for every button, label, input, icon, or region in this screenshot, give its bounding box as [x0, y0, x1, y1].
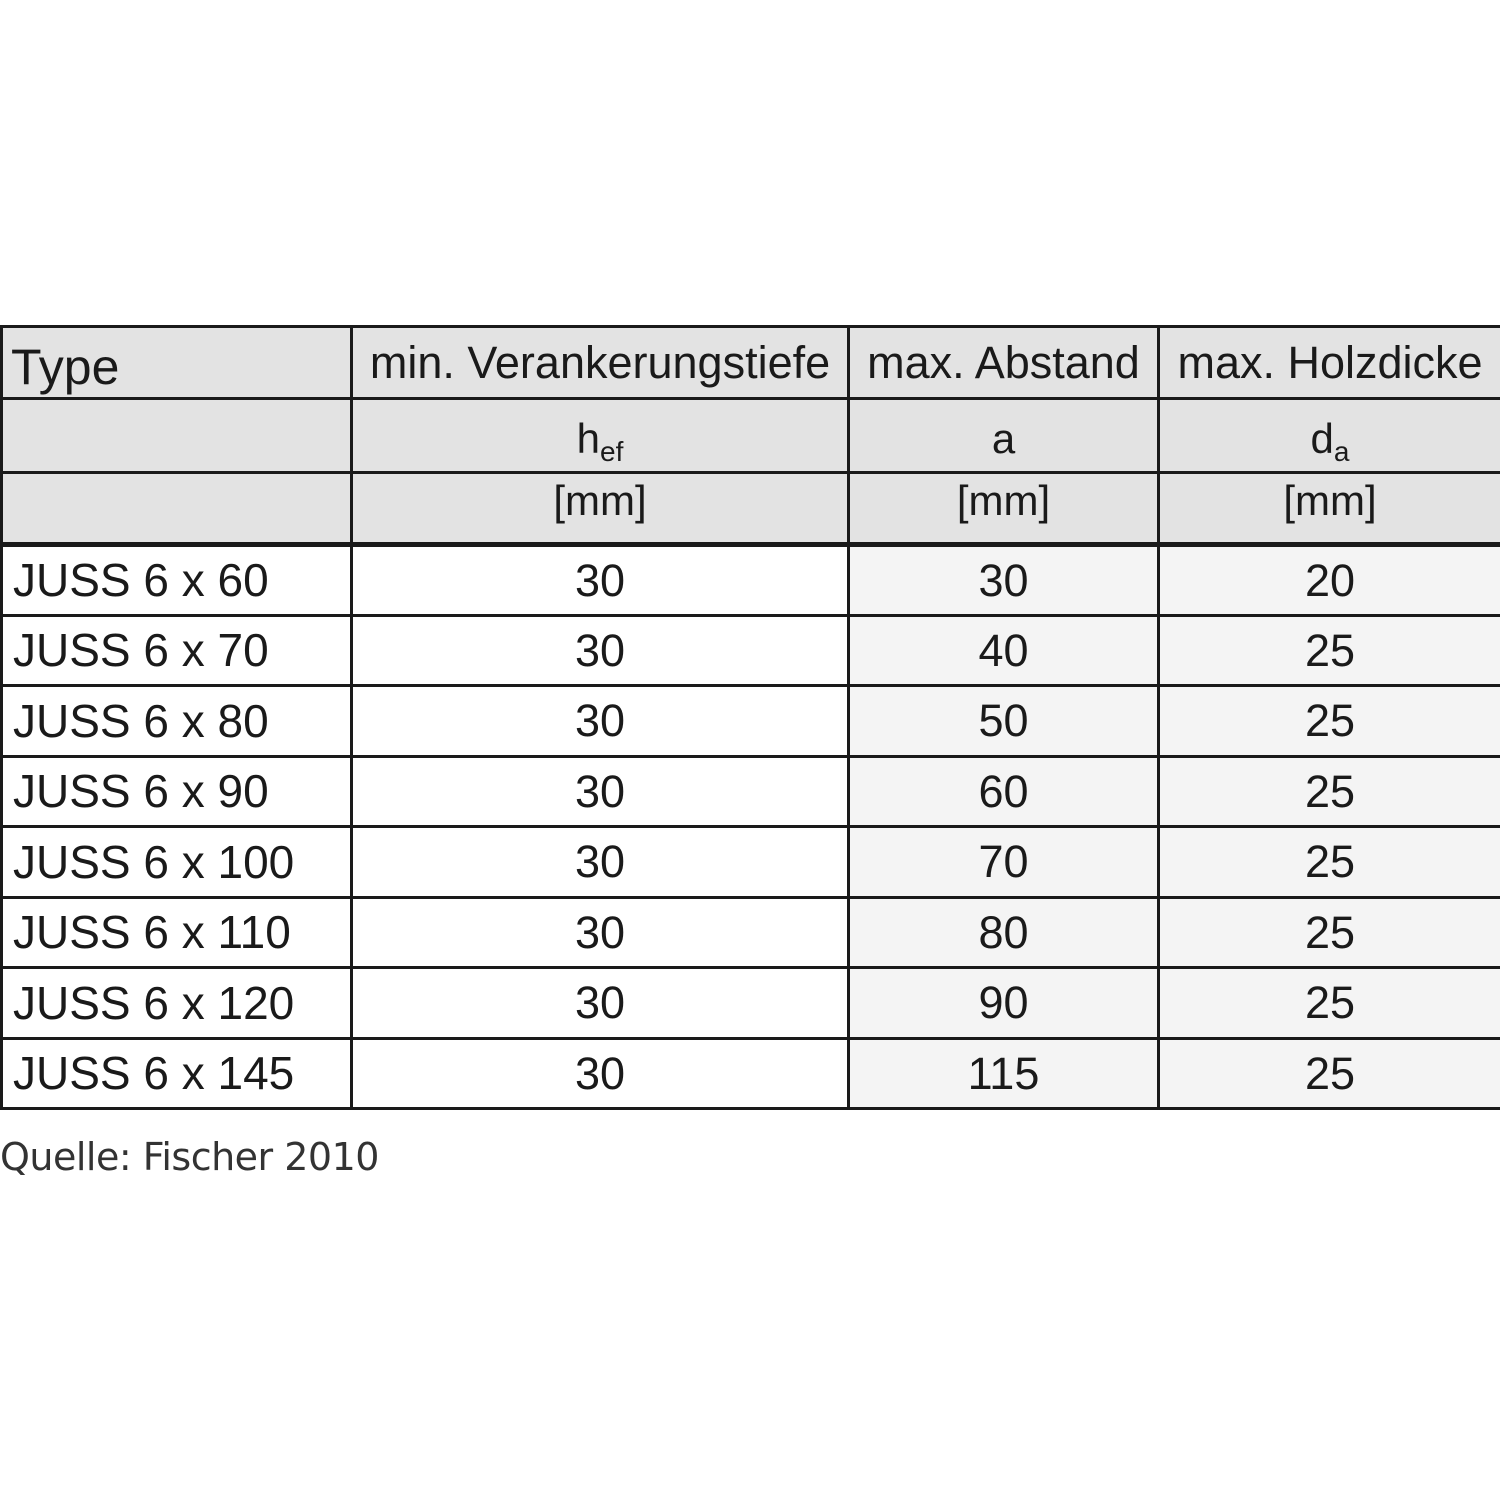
cell-a: 90	[849, 968, 1159, 1039]
cell-a: 40	[849, 615, 1159, 686]
cell-da: 25	[1159, 897, 1500, 968]
cell-da: 20	[1159, 545, 1500, 616]
header-symbol-row	[2, 399, 1500, 473]
unit-da: [mm]	[1159, 473, 1500, 545]
cell-a: 50	[849, 686, 1159, 757]
table-row	[2, 1038, 1500, 1109]
cell-hef: 30	[352, 968, 849, 1039]
cell-type: JUSS 6 x 100	[2, 827, 352, 898]
cell-hef: 30	[352, 615, 849, 686]
header-symbol-empty	[2, 399, 352, 473]
cell-a: 70	[849, 827, 1159, 898]
cell-da: 25	[1159, 756, 1500, 827]
unit-hef: [mm]	[352, 473, 849, 545]
header-holzdicke: max. Holzdicke	[1159, 327, 1500, 399]
cell-type: JUSS 6 x 90	[2, 756, 352, 827]
cell-hef: 30	[352, 827, 849, 898]
header-verankerungstiefe: min. Verankerungstiefe	[352, 327, 849, 399]
cell-a: 80	[849, 897, 1159, 968]
cell-da: 25	[1159, 827, 1500, 898]
cell-type: JUSS 6 x 60	[2, 545, 352, 616]
table-row	[2, 545, 1500, 616]
cell-a: 115	[849, 1038, 1159, 1109]
cell-hef: 30	[352, 545, 849, 616]
cell-da: 25	[1159, 686, 1500, 757]
cell-hef: 30	[352, 686, 849, 757]
header-unit-empty	[2, 473, 352, 545]
cell-hef: 30	[352, 1038, 849, 1109]
table-row	[2, 686, 1500, 757]
cell-hef: 30	[352, 897, 849, 968]
table-header	[2, 327, 1500, 545]
cell-hef: 30	[352, 756, 849, 827]
unit-a: [mm]	[849, 473, 1159, 545]
table-row	[2, 968, 1500, 1039]
table-row	[2, 827, 1500, 898]
cell-type: JUSS 6 x 110	[2, 897, 352, 968]
table-row	[2, 897, 1500, 968]
header-abstand: max. Abstand	[849, 327, 1159, 399]
cell-a: 60	[849, 756, 1159, 827]
cell-type: JUSS 6 x 70	[2, 615, 352, 686]
spec-table	[0, 325, 1500, 1110]
header-unit-row	[2, 473, 1500, 545]
cell-da: 25	[1159, 968, 1500, 1039]
cell-type: JUSS 6 x 145	[2, 1038, 352, 1109]
header-title-row	[2, 327, 1500, 399]
header-type: Type	[2, 327, 352, 399]
cell-type: JUSS 6 x 80	[2, 686, 352, 757]
source-caption: Quelle: Fischer 2010	[0, 1135, 379, 1179]
cell-a: 30	[849, 545, 1159, 616]
symbol-da: $d_a$	[1159, 399, 1500, 473]
cell-da: 25	[1159, 615, 1500, 686]
table-row	[2, 615, 1500, 686]
symbol-a: a	[849, 399, 1159, 473]
cell-type: JUSS 6 x 120	[2, 968, 352, 1039]
table-body	[2, 545, 1500, 1109]
symbol-hef: $h_{ef}$	[352, 399, 849, 473]
table-row	[2, 756, 1500, 827]
cell-da: 25	[1159, 1038, 1500, 1109]
